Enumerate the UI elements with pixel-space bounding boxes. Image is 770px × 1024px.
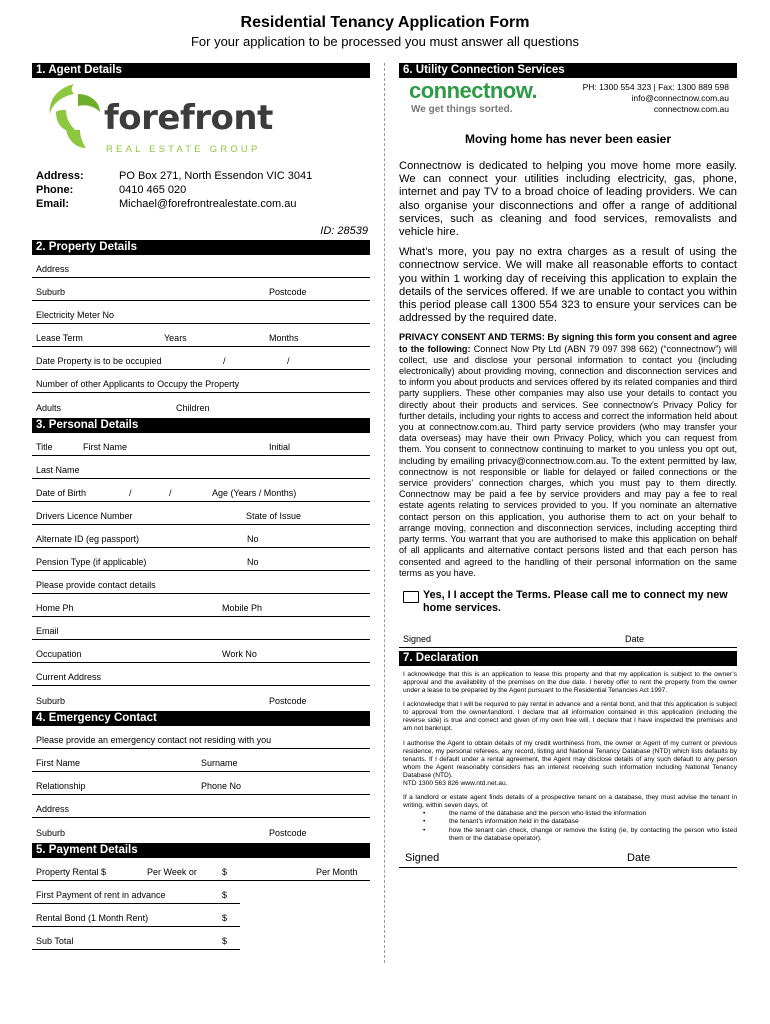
date-slash-1: /: [223, 356, 226, 366]
pension-label: Pension Type (if applicable): [36, 557, 147, 567]
emergency-prompt-label: Please provide an emergency contact not residing with you: [36, 735, 272, 745]
home-ph-label: Home Ph: [36, 603, 74, 613]
declaration-signed-label: Signed: [405, 851, 440, 864]
connectnow-logo: connectnow.: [409, 78, 538, 103]
dob-label: Date of Birth: [36, 488, 87, 498]
date-occupied-field[interactable]: [32, 347, 370, 370]
declaration-bullet: • the name of the database and the person who listed the information: [423, 810, 737, 818]
first-payment-field[interactable]: [32, 881, 240, 904]
utility-signed-label: Signed: [403, 633, 432, 644]
emergency-relationship-field[interactable]: [32, 772, 370, 795]
property-suburb-label: Suburb: [36, 287, 66, 297]
emergency-name-field[interactable]: [32, 749, 370, 772]
declaration-bullet: • the tenant’s information held in the database: [423, 818, 737, 826]
subtotal-dollar: $: [222, 936, 228, 946]
licence-label: Drivers Licence Number: [36, 511, 133, 521]
emergency-phone-label: Phone No: [201, 781, 242, 791]
age-label: Age (Years / Months): [212, 488, 297, 498]
forefront-logo: [32, 78, 370, 160]
date-slash-2: /: [287, 356, 290, 366]
phones-field[interactable]: [32, 594, 370, 617]
emergency-address-label: Address: [36, 804, 70, 814]
forefront-tagline: REAL ESTATE GROUP: [106, 144, 261, 155]
alt-id-label: Alternate ID (eg passport): [36, 534, 140, 544]
utility-date-label: Date: [625, 633, 645, 644]
work-no-label: Work No: [222, 649, 257, 659]
application-id: ID: 28539: [320, 225, 368, 237]
last-name-label: Last Name: [36, 465, 80, 475]
dob-slash-1: /: [129, 488, 132, 498]
contact-prompt-label: Please provide contact details: [36, 580, 156, 590]
agent-details-heading: 1. Agent Details: [32, 63, 370, 78]
agent-address-label: Address:: [36, 170, 84, 182]
subtotal-label: Sub Total: [36, 936, 74, 946]
pension-no-label: No: [247, 557, 259, 567]
utility-signature-field[interactable]: [399, 625, 737, 648]
dob-slash-2: /: [169, 488, 172, 498]
bond-field[interactable]: [32, 904, 240, 927]
emergency-prompt: [32, 726, 370, 749]
declaration-p4: If a landlord or estate agent finds details of a prospective tenant on a database, they must advise the tenant in writing, within seven days, of:: [403, 794, 737, 810]
form-title: Residential Tenancy Application Form: [240, 14, 530, 31]
accept-terms-checkbox[interactable]: [403, 591, 419, 603]
current-address-field[interactable]: [32, 663, 370, 686]
email-field[interactable]: [32, 617, 370, 640]
personal-details-heading: 3. Personal Details: [32, 418, 370, 433]
column-divider: [384, 63, 385, 963]
state-issue-label: State of Issue: [246, 511, 302, 521]
current-postcode-label: Postcode: [269, 696, 307, 706]
initial-label: Initial: [269, 442, 291, 452]
adults-label: Adults: [36, 403, 62, 413]
bond-dollar: $: [222, 913, 228, 923]
licence-field[interactable]: [32, 502, 370, 525]
declaration-p3: I authorise the Agent to obtain details of my credit worthiness from, the owner or Agent of my current or previous residence, my personal referees, any record, listing and National Tenancy Database (NTD) which lists defaults by tenants. If I default under a rental agreement, the Agent may disclose details of any such default to any person whom the Agent reasonably considers has an interest receiving such information including National Tenancy Database (NTD).: [403, 739, 737, 779]
form-subtitle: For your application to be processed you must answer all questions: [190, 34, 580, 49]
connectnow-email: info@connectnow.com.au: [631, 93, 729, 103]
property-details-heading: 2. Property Details: [32, 240, 370, 255]
agent-contact-block: [32, 170, 370, 222]
forefront-wordmark: forefront: [104, 98, 273, 138]
lease-term-label: Lease Term: [36, 333, 83, 343]
forefront-leaf-icon: [44, 82, 104, 154]
property-postcode-label: Postcode: [269, 287, 307, 297]
pension-field[interactable]: [32, 548, 370, 571]
connectnow-website: connectnow.com.au: [653, 104, 729, 114]
per-week-label: Per Week or: [147, 867, 197, 877]
emergency-contact-heading: 4. Emergency Contact: [32, 711, 370, 726]
agent-address: PO Box 271, North Essendon VIC 3041: [119, 170, 313, 182]
mobile-ph-label: Mobile Ph: [222, 603, 263, 613]
declaration-bullets: [423, 810, 737, 842]
rental-dollar: $: [222, 867, 228, 877]
property-address-field[interactable]: [32, 255, 370, 278]
title-label: Title: [36, 442, 53, 452]
connectnow-header: [399, 78, 737, 128]
utility-no-charges: What’s more, you pay no extra charges as a result of using the connectnow service. We will make all reasonable efforts to contact you within 1 working day of receiving this application to explain the details of the services offered. If we are unable to contact you within this period please call 1300 554 323 to ensure your services can be addressed by the required date.: [399, 246, 737, 325]
first-payment-label: First Payment of rent in advance: [36, 890, 166, 900]
lease-years-label: Years: [164, 333, 187, 343]
last-name-field[interactable]: [32, 456, 370, 479]
declaration-ntd: NTD 1300 563 826 www.ntd.net.au.: [403, 780, 508, 788]
property-rental-field[interactable]: [32, 858, 370, 881]
emergency-surname-label: Surname: [201, 758, 238, 768]
declaration-heading: 7. Declaration: [399, 651, 737, 666]
emergency-suburb-field[interactable]: [32, 818, 370, 841]
current-suburb-field[interactable]: [32, 686, 370, 709]
accept-terms-text: Yes, I I accept the Terms. Please call me to connect my new home services.: [423, 588, 728, 615]
property-suburb-field[interactable]: [32, 278, 370, 301]
privacy-body: Connect Now Pty Ltd (ABN 79 097 398 662) (“connectnow”) will collect, use and disclose your personal information to contact you (including electronically) about providing moving, connection and disconnection services and to inform you about products and services offered by its related companies and third party suppliers. These other companies may also use your details to contact you directly about their products and services. See connectnow’s Privacy Policy for further details, including your rights to access and correct the information held about you at connectnow.com.au. Third party service providers (who may transfer your data overseas) may have their own Privacy Policy, which you can request from them. You consent to connectnow continuing to market to you unless you opt out, including by emailing privacy@connectnow.com.au. To the extent permitted by law, connectnow is not responsible or liable for delayed or failed connections or the service providers’ connection charges, which you must pay to them directly. Connectnow may be paid a fee by service providers and may pay a fee to real estate agents relating to services provided to you. If you nominate an alternative contact person on this application, you authorise them to act on your behalf to arrange moving, connection and disconnection services, including accepting third party terms. You warrant that you are authorised to make this application on behalf of all applicants and alternative contact persons listed and that each person has consented and agreed to the handling of their personal information on the same terms as you have.: [399, 343, 738, 578]
utility-intro: Connectnow is dedicated to helping you move home more easily. We can connect your utilities including electricity, gas, phone, internet and pay TV to a broad choice of leading providers. We can also organise your disconnections and offer a range of additional services, such as cleaning and food services, removalists and vehicle hire.: [399, 160, 737, 239]
name-field[interactable]: [32, 433, 370, 456]
occupation-field[interactable]: [32, 640, 370, 663]
relationship-label: Relationship: [36, 781, 86, 791]
payment-details-heading: 5. Payment Details: [32, 843, 370, 858]
num-applicants-field[interactable]: [32, 370, 370, 393]
current-address-label: Current Address: [36, 672, 102, 682]
agent-phone: 0410 465 020: [119, 184, 187, 196]
right-column: [399, 63, 737, 868]
electricity-meter-label: Electricity Meter No: [36, 310, 115, 320]
emergency-suburb-label: Suburb: [36, 828, 66, 838]
declaration-p2: I acknowledge that I will be required to pay rental in advance and a rental bond, and that this application is subject to approval from the owner/landlord. I declare that all information contained in this application (including the reverse side) is true and correct and given of my own free will. I declare that I have inspected the premises and am not bankrupt.: [403, 701, 737, 733]
utility-tagline: Moving home has never been easier: [464, 132, 672, 146]
declaration-date-label: Date: [627, 851, 651, 864]
bond-label: Rental Bond (1 Month Rent): [36, 913, 149, 923]
agent-email-label: Email:: [36, 198, 70, 210]
declaration-p1: I acknowledge that this is an application to lease this property and that my application is subject to the owner’s approval and the availability of the premises on the due date. I hereby offer to rent the property from the owner under a lease to be prepared by the Agent pursuant to the Residential Tenancies Act 1997.: [403, 670, 737, 695]
current-suburb-label: Suburb: [36, 696, 66, 706]
agent-email: Michael@forefrontrealestate.com.au: [119, 198, 297, 210]
electricity-meter-field[interactable]: [32, 301, 370, 324]
per-month-label: Per Month: [316, 867, 358, 877]
agent-phone-label: Phone:: [36, 184, 74, 196]
property-rental-label: Property Rental $: [36, 867, 107, 877]
adults-children-field[interactable]: [32, 393, 370, 416]
emergency-postcode-label: Postcode: [269, 828, 307, 838]
lease-months-label: Months: [269, 333, 299, 343]
property-address-label: Address: [36, 264, 70, 274]
accept-terms-row: [399, 589, 737, 617]
first-name-label: First Name: [83, 442, 128, 452]
date-occupied-label: Date Property is to be occupied: [36, 356, 162, 366]
privacy-consent: [399, 332, 737, 578]
lease-term-field[interactable]: [32, 324, 370, 347]
num-applicants-label: Number of other Applicants to Occupy the Property: [36, 379, 240, 389]
alt-id-field[interactable]: [32, 525, 370, 548]
privacy-heading: PRIVACY CONSENT AND TERMS: By signing this form you consent and agree to the following:: [399, 332, 737, 354]
alt-id-no-label: No: [247, 534, 259, 544]
emergency-first-name-label: First Name: [36, 758, 81, 768]
contact-prompt: [32, 571, 370, 594]
dob-field[interactable]: [32, 479, 370, 502]
emergency-address-field[interactable]: [32, 795, 370, 818]
children-label: Children: [176, 403, 210, 413]
left-column: [32, 63, 370, 950]
occupation-label: Occupation: [36, 649, 82, 659]
connectnow-phone-line: PH: 1300 554 323 | Fax: 1300 889 598: [582, 82, 729, 92]
email-label: Email: [36, 626, 59, 636]
declaration-body: [399, 671, 737, 843]
connectnow-logo-tagline: We get things sorted.: [411, 104, 513, 115]
first-payment-dollar: $: [222, 890, 228, 900]
declaration-bullet: • how the tenant can check, change or remove the listing (ie, by contacting the person who listed them or the database operator).: [423, 827, 737, 843]
subtotal-field[interactable]: [32, 927, 240, 950]
declaration-signature-field[interactable]: [399, 845, 737, 868]
utility-services-heading: 6. Utility Connection Services: [399, 63, 737, 78]
